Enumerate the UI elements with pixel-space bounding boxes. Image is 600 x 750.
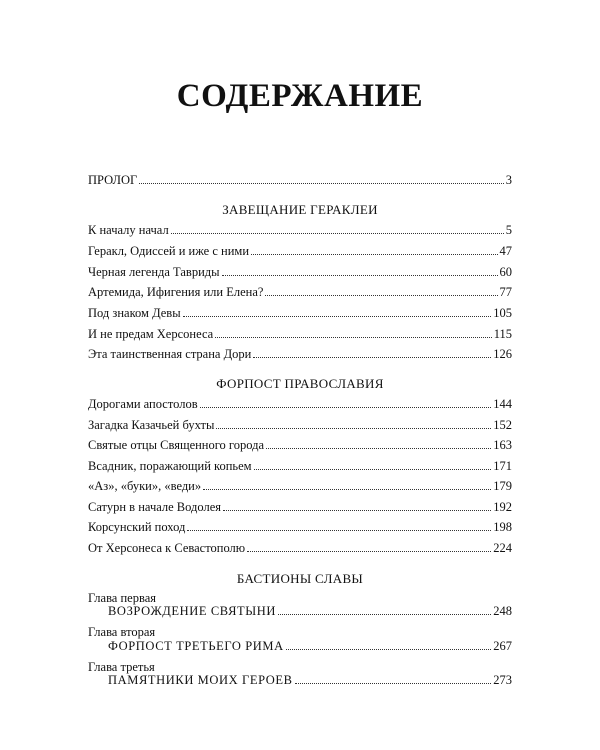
toc-entry-title: Корсунский поход [88, 520, 186, 534]
toc-entry[interactable] [88, 326, 512, 342]
toc-entry-prologue[interactable] [88, 172, 512, 188]
toc-chapter-entry[interactable] [88, 672, 512, 688]
toc-chapter-entry[interactable] [88, 638, 512, 654]
toc-entry-page: 267 [493, 639, 512, 653]
toc-entry-title: Под знаком Девы [88, 306, 181, 320]
chapter-label: Глава первая [88, 591, 157, 605]
toc-entry-page: 192 [493, 500, 512, 514]
toc-entry-page: 47 [499, 244, 512, 258]
toc-entry[interactable] [88, 417, 512, 433]
toc-entry-page: 126 [493, 347, 512, 361]
toc-entry[interactable] [88, 264, 512, 280]
toc-entry[interactable] [88, 540, 512, 556]
toc-entry-title: Геракл, Одиссей и иже с ними [88, 244, 250, 258]
dot-leader [286, 649, 491, 650]
dot-leader [266, 448, 491, 449]
toc-entry-page: 179 [493, 479, 512, 493]
dot-leader [183, 316, 492, 317]
toc-entry-page: 3 [505, 173, 512, 187]
section-heading: ФОРПОСТ ПРАВОСЛАВИЯ [216, 376, 384, 391]
toc-entry-title: ПРОЛОГ [88, 173, 138, 187]
toc-entry-title: Всадник, поражающий копьем [88, 459, 252, 473]
toc-entry-title: ФОРПОСТ ТРЕТЬЕГО РИМА [108, 639, 284, 653]
dot-leader [187, 530, 491, 531]
toc-entry-title: Черная легенда Тавриды [88, 265, 220, 279]
dot-leader [247, 551, 491, 552]
toc-entry-page: 198 [493, 520, 512, 534]
dot-leader [222, 275, 498, 276]
toc-entry[interactable] [88, 222, 512, 238]
toc-entry-page: 224 [493, 541, 512, 555]
toc-entry[interactable] [88, 396, 512, 412]
toc-entry[interactable] [88, 243, 512, 259]
toc-entry[interactable] [88, 284, 512, 300]
toc-entry-title: Загадка Казачьей бухты [88, 418, 215, 432]
toc-entry-page: 273 [493, 673, 512, 687]
toc-entry-page: 115 [493, 327, 512, 341]
dot-leader [216, 428, 491, 429]
dot-leader [215, 337, 492, 338]
dot-leader [251, 254, 497, 255]
toc-chapter-entry[interactable] [88, 603, 512, 619]
toc-entry-title: От Херсонеса к Севастополю [88, 541, 246, 555]
toc-entry-title: ВОЗРОЖДЕНИЕ СВЯТЫНИ [108, 604, 277, 618]
dot-leader [203, 489, 491, 490]
toc-entry[interactable] [88, 437, 512, 453]
toc-entry-page: 77 [499, 285, 512, 299]
toc-entry[interactable] [88, 458, 512, 474]
toc-entry-title: И не предам Херсонеса [88, 327, 214, 341]
toc-entry-page: 5 [505, 223, 512, 237]
toc-entry-page: 105 [493, 306, 512, 320]
chapter-label: Глава вторая [88, 625, 156, 639]
dot-leader [200, 407, 492, 408]
toc-entry-title: К началу начал [88, 223, 169, 237]
dot-leader [278, 614, 491, 615]
section-heading: ЗАВЕЩАНИЕ ГЕРАКЛЕИ [222, 202, 378, 217]
section-heading: БАСТИОНЫ СЛАВЫ [236, 571, 364, 586]
chapter-label: Глава третья [88, 660, 155, 674]
toc-entry-page: 60 [499, 265, 512, 279]
dot-leader [223, 510, 491, 511]
toc-entry[interactable] [88, 305, 512, 321]
dot-leader [253, 357, 491, 358]
dot-leader [295, 683, 492, 684]
dot-leader [139, 183, 503, 184]
toc-entry[interactable] [88, 346, 512, 362]
toc-entry-title: «Аз», «буки», «веди» [88, 479, 202, 493]
dot-leader [171, 233, 504, 234]
toc-entry-page: 163 [493, 438, 512, 452]
toc-entry-title: Артемида, Ифигения или Елена? [88, 285, 264, 299]
dot-leader [265, 295, 497, 296]
toc-entry-title: ПАМЯТНИКИ МОИХ ГЕРОЕВ [108, 673, 293, 687]
toc-entry[interactable] [88, 478, 512, 494]
dot-leader [254, 469, 492, 470]
toc-entry[interactable] [88, 519, 512, 535]
toc-entry-page: 152 [493, 418, 512, 432]
toc-entry-title: Эта таинственная страна Дори [88, 347, 252, 361]
toc-entry[interactable] [88, 499, 512, 515]
toc-entry-title: Сатурн в начале Водолея [88, 500, 222, 514]
toc-entry-title: Святые отцы Священного города [88, 438, 265, 452]
toc-entry-page: 171 [493, 459, 512, 473]
toc-entry-page: 248 [493, 604, 512, 618]
toc-entry-title: Дорогами апостолов [88, 397, 198, 411]
toc-entry-page: 144 [493, 397, 512, 411]
page-title: СОДЕРЖАНИЕ [176, 78, 424, 114]
